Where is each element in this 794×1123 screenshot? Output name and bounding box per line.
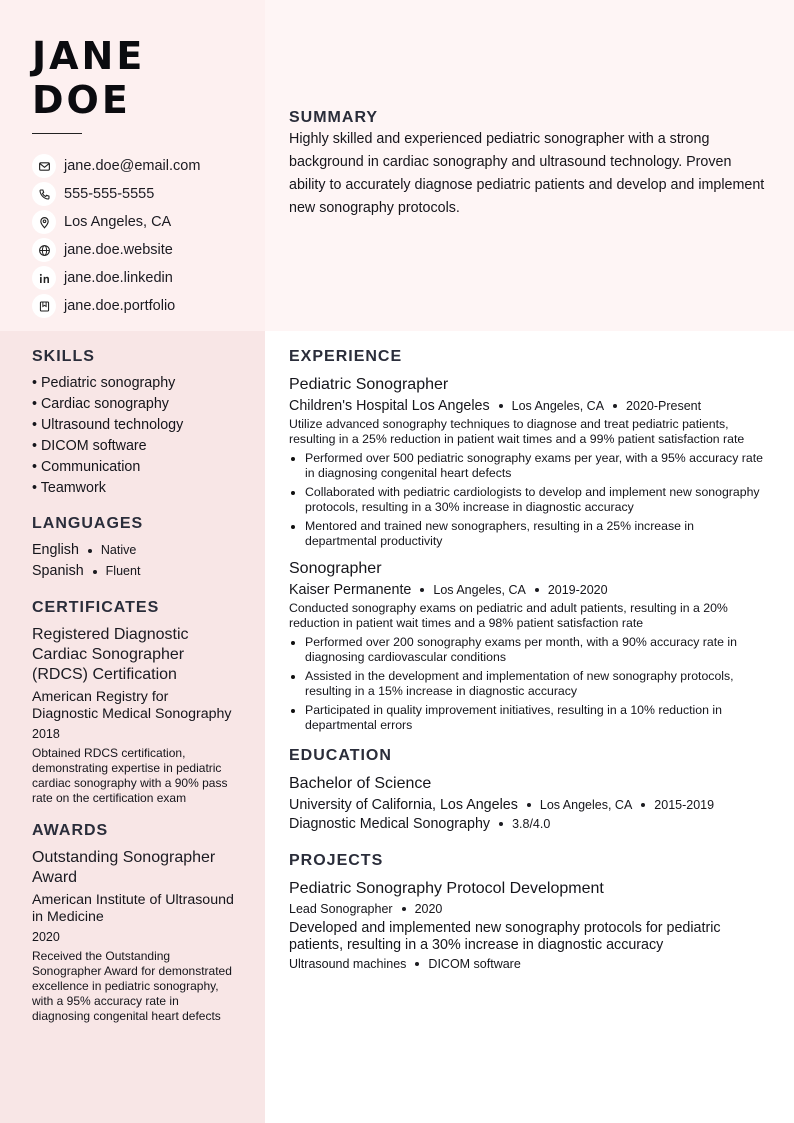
- summary-text: Highly skilled and experienced pediatric sonographer with a strong background in cardiac sonography and ultrasound technology. Proven ability to accurately diagnose pediatric patients and develop and implement new sonography protocols.: [289, 131, 765, 216]
- last-name: DOE: [32, 78, 131, 122]
- tool-item: Ultrasound machines: [289, 957, 407, 971]
- project-tools: [289, 957, 769, 971]
- skill-item: • Communication: [32, 459, 141, 475]
- job-location: Los Angeles, CA: [511, 399, 605, 413]
- job-description: Conducted sonography exams on pediatric and adult patients, resulting in a 20% reduction in patient wait times and a 98% patient satisfaction rate: [289, 601, 728, 630]
- job-company: Children's Hospital Los Angeles: [289, 398, 490, 414]
- contact-portfolio[interactable]: [32, 292, 200, 320]
- education-major-row: [289, 816, 769, 832]
- school-name: University of California, Los Angeles: [289, 797, 518, 813]
- school-location: Los Angeles, CA: [539, 798, 633, 812]
- bookmark-icon: [32, 294, 56, 318]
- separator-dot: [535, 588, 539, 592]
- certificate-year: 2018: [32, 727, 60, 741]
- contact-location: [32, 208, 200, 236]
- separator-dot: [88, 549, 92, 553]
- right-column: [289, 348, 769, 971]
- language-level: Native: [100, 543, 137, 557]
- job-entry: [289, 375, 769, 549]
- separator-dot: [402, 907, 406, 911]
- skill-item: • Teamwork: [32, 480, 106, 496]
- languages-heading: LANGUAGES: [32, 515, 144, 532]
- projects-heading: PROJECTS: [289, 852, 384, 869]
- job-dates: 2020-Present: [626, 399, 702, 413]
- education-entry: [289, 774, 769, 832]
- degree: Bachelor of Science: [289, 775, 432, 792]
- project-year: 2020: [414, 902, 443, 916]
- summary-heading: SUMMARY: [289, 109, 379, 126]
- education-heading: EDUCATION: [289, 747, 392, 764]
- certificate-name: Registered Diagnostic Cardiac Sonographer (RDCS) Certification: [32, 626, 189, 683]
- project-name: Pediatric Sonography Protocol Development: [289, 880, 604, 897]
- award-year: 2020: [32, 930, 60, 944]
- job-description: Utilize advanced sonography techniques to diagnose and treat pediatric patients, resulting in a 25% reduction in patient wait times and a 99% patient satisfaction rate: [289, 417, 745, 446]
- skills-list: [32, 373, 237, 499]
- education-meta: [289, 797, 769, 813]
- major: Diagnostic Medical Sonography: [289, 816, 491, 832]
- separator-dot: [420, 588, 424, 592]
- bullet-item: Collaborated with pediatric cardiologists to develop and implement new sonography protocols, resulting in a 30% increase in diagnostic accuracy: [289, 485, 769, 515]
- first-name: JANE: [32, 34, 146, 78]
- language-name: Spanish: [32, 563, 84, 579]
- project-entry: [289, 879, 769, 971]
- project-role: Lead Sonographer: [289, 902, 393, 916]
- skill-item: • Cardiac sonography: [32, 396, 169, 412]
- separator-dot: [641, 803, 645, 807]
- linkedin-text: jane.doe.linkedin: [64, 270, 173, 286]
- phone-icon: [32, 182, 56, 206]
- email-text: jane.doe@email.com: [64, 158, 201, 174]
- gpa: 3.8/4.0: [512, 817, 551, 831]
- separator-dot: [415, 962, 419, 966]
- languages-list: [32, 540, 237, 582]
- education-dates: 2015-2019: [654, 798, 715, 812]
- job-location: Los Angeles, CA: [433, 583, 526, 597]
- tool-item: DICOM software: [428, 957, 521, 971]
- contact-website[interactable]: [32, 236, 200, 264]
- project-description: Developed and implemented new sonography protocols for pediatric patients, resulting in a 30% increase in diagnostic accuracy: [289, 920, 721, 953]
- contact-email[interactable]: [32, 152, 200, 180]
- phone-text: 555-555-5555: [64, 186, 155, 202]
- globe-icon: [32, 238, 56, 262]
- project-meta: [289, 902, 769, 916]
- language-row: [32, 561, 237, 582]
- separator-dot: [613, 404, 617, 408]
- envelope-icon: [32, 154, 56, 178]
- separator-dot: [93, 570, 97, 574]
- experience-heading: EXPERIENCE: [289, 348, 403, 365]
- linkedin-icon: [32, 266, 56, 290]
- job-meta: [289, 398, 769, 414]
- certificate-description: Obtained RDCS certification, demonstrating expertise in pediatric cardiac sonography with a 90% pass rate on the certification exam: [32, 746, 228, 805]
- contact-list: [32, 152, 200, 320]
- separator-dot: [499, 822, 503, 826]
- awards-heading: AWARDS: [32, 822, 109, 839]
- left-column: [32, 348, 237, 1024]
- award-name: Outstanding Sonographer Award: [32, 849, 216, 886]
- award-issuer: American Institute of Ultrasound in Medicine: [32, 892, 234, 925]
- bullet-item: Performed over 500 pediatric sonography exams per year, with a 95% accuracy rate in diagnosing congenital heart defects: [289, 451, 769, 481]
- bullet-item: Participated in quality improvement initiatives, resulting in a 10% reduction in departmental errors: [289, 703, 769, 733]
- separator-dot: [499, 404, 503, 408]
- website-text: jane.doe.website: [64, 242, 173, 258]
- language-name: English: [32, 542, 79, 558]
- award-item: [32, 848, 237, 1024]
- location-pin-icon: [32, 210, 56, 234]
- skills-heading: SKILLS: [32, 348, 95, 365]
- certificates-heading: CERTIFICATES: [32, 599, 160, 616]
- job-meta: [289, 582, 769, 598]
- candidate-name: [32, 34, 145, 122]
- job-dates: 2019-2020: [547, 583, 608, 597]
- separator-dot: [527, 803, 531, 807]
- job-title: Sonographer: [289, 560, 382, 577]
- skill-item: • Pediatric sonography: [32, 375, 176, 391]
- skill-item: • Ultrasound technology: [32, 417, 184, 433]
- contact-linkedin[interactable]: [32, 264, 200, 292]
- job-bullets: [289, 635, 769, 733]
- contact-phone[interactable]: [32, 180, 200, 208]
- bullet-item: Assisted in the development and implementation of new sonography protocols, resulting in a 15% increase in diagnostic accuracy: [289, 669, 769, 699]
- certificate-issuer: American Registry for Diagnostic Medical Sonography: [32, 689, 232, 722]
- bullet-item: Mentored and trained new sonographers, resulting in a 25% increase in departmental productivity: [289, 519, 769, 549]
- summary-section: [289, 109, 769, 220]
- job-entry: [289, 559, 769, 733]
- language-level: Fluent: [105, 564, 141, 578]
- job-bullets: [289, 451, 769, 549]
- skill-item: • DICOM software: [32, 438, 147, 454]
- certificate-item: [32, 625, 237, 806]
- bullet-item: Performed over 200 sonography exams per month, with a 90% accuracy rate in diagnosing cardiovascular conditions: [289, 635, 769, 665]
- job-title: Pediatric Sonographer: [289, 376, 449, 393]
- name-divider: [32, 133, 82, 134]
- language-row: [32, 540, 237, 561]
- award-description: Received the Outstanding Sonographer Award for demonstrated excellence in pediatric sonography, with a 95% accuracy rate in diagnosing congenital heart defects: [32, 949, 232, 1023]
- job-company: Kaiser Permanente: [289, 582, 412, 598]
- location-text: Los Angeles, CA: [64, 214, 172, 230]
- portfolio-text: jane.doe.portfolio: [64, 298, 176, 314]
